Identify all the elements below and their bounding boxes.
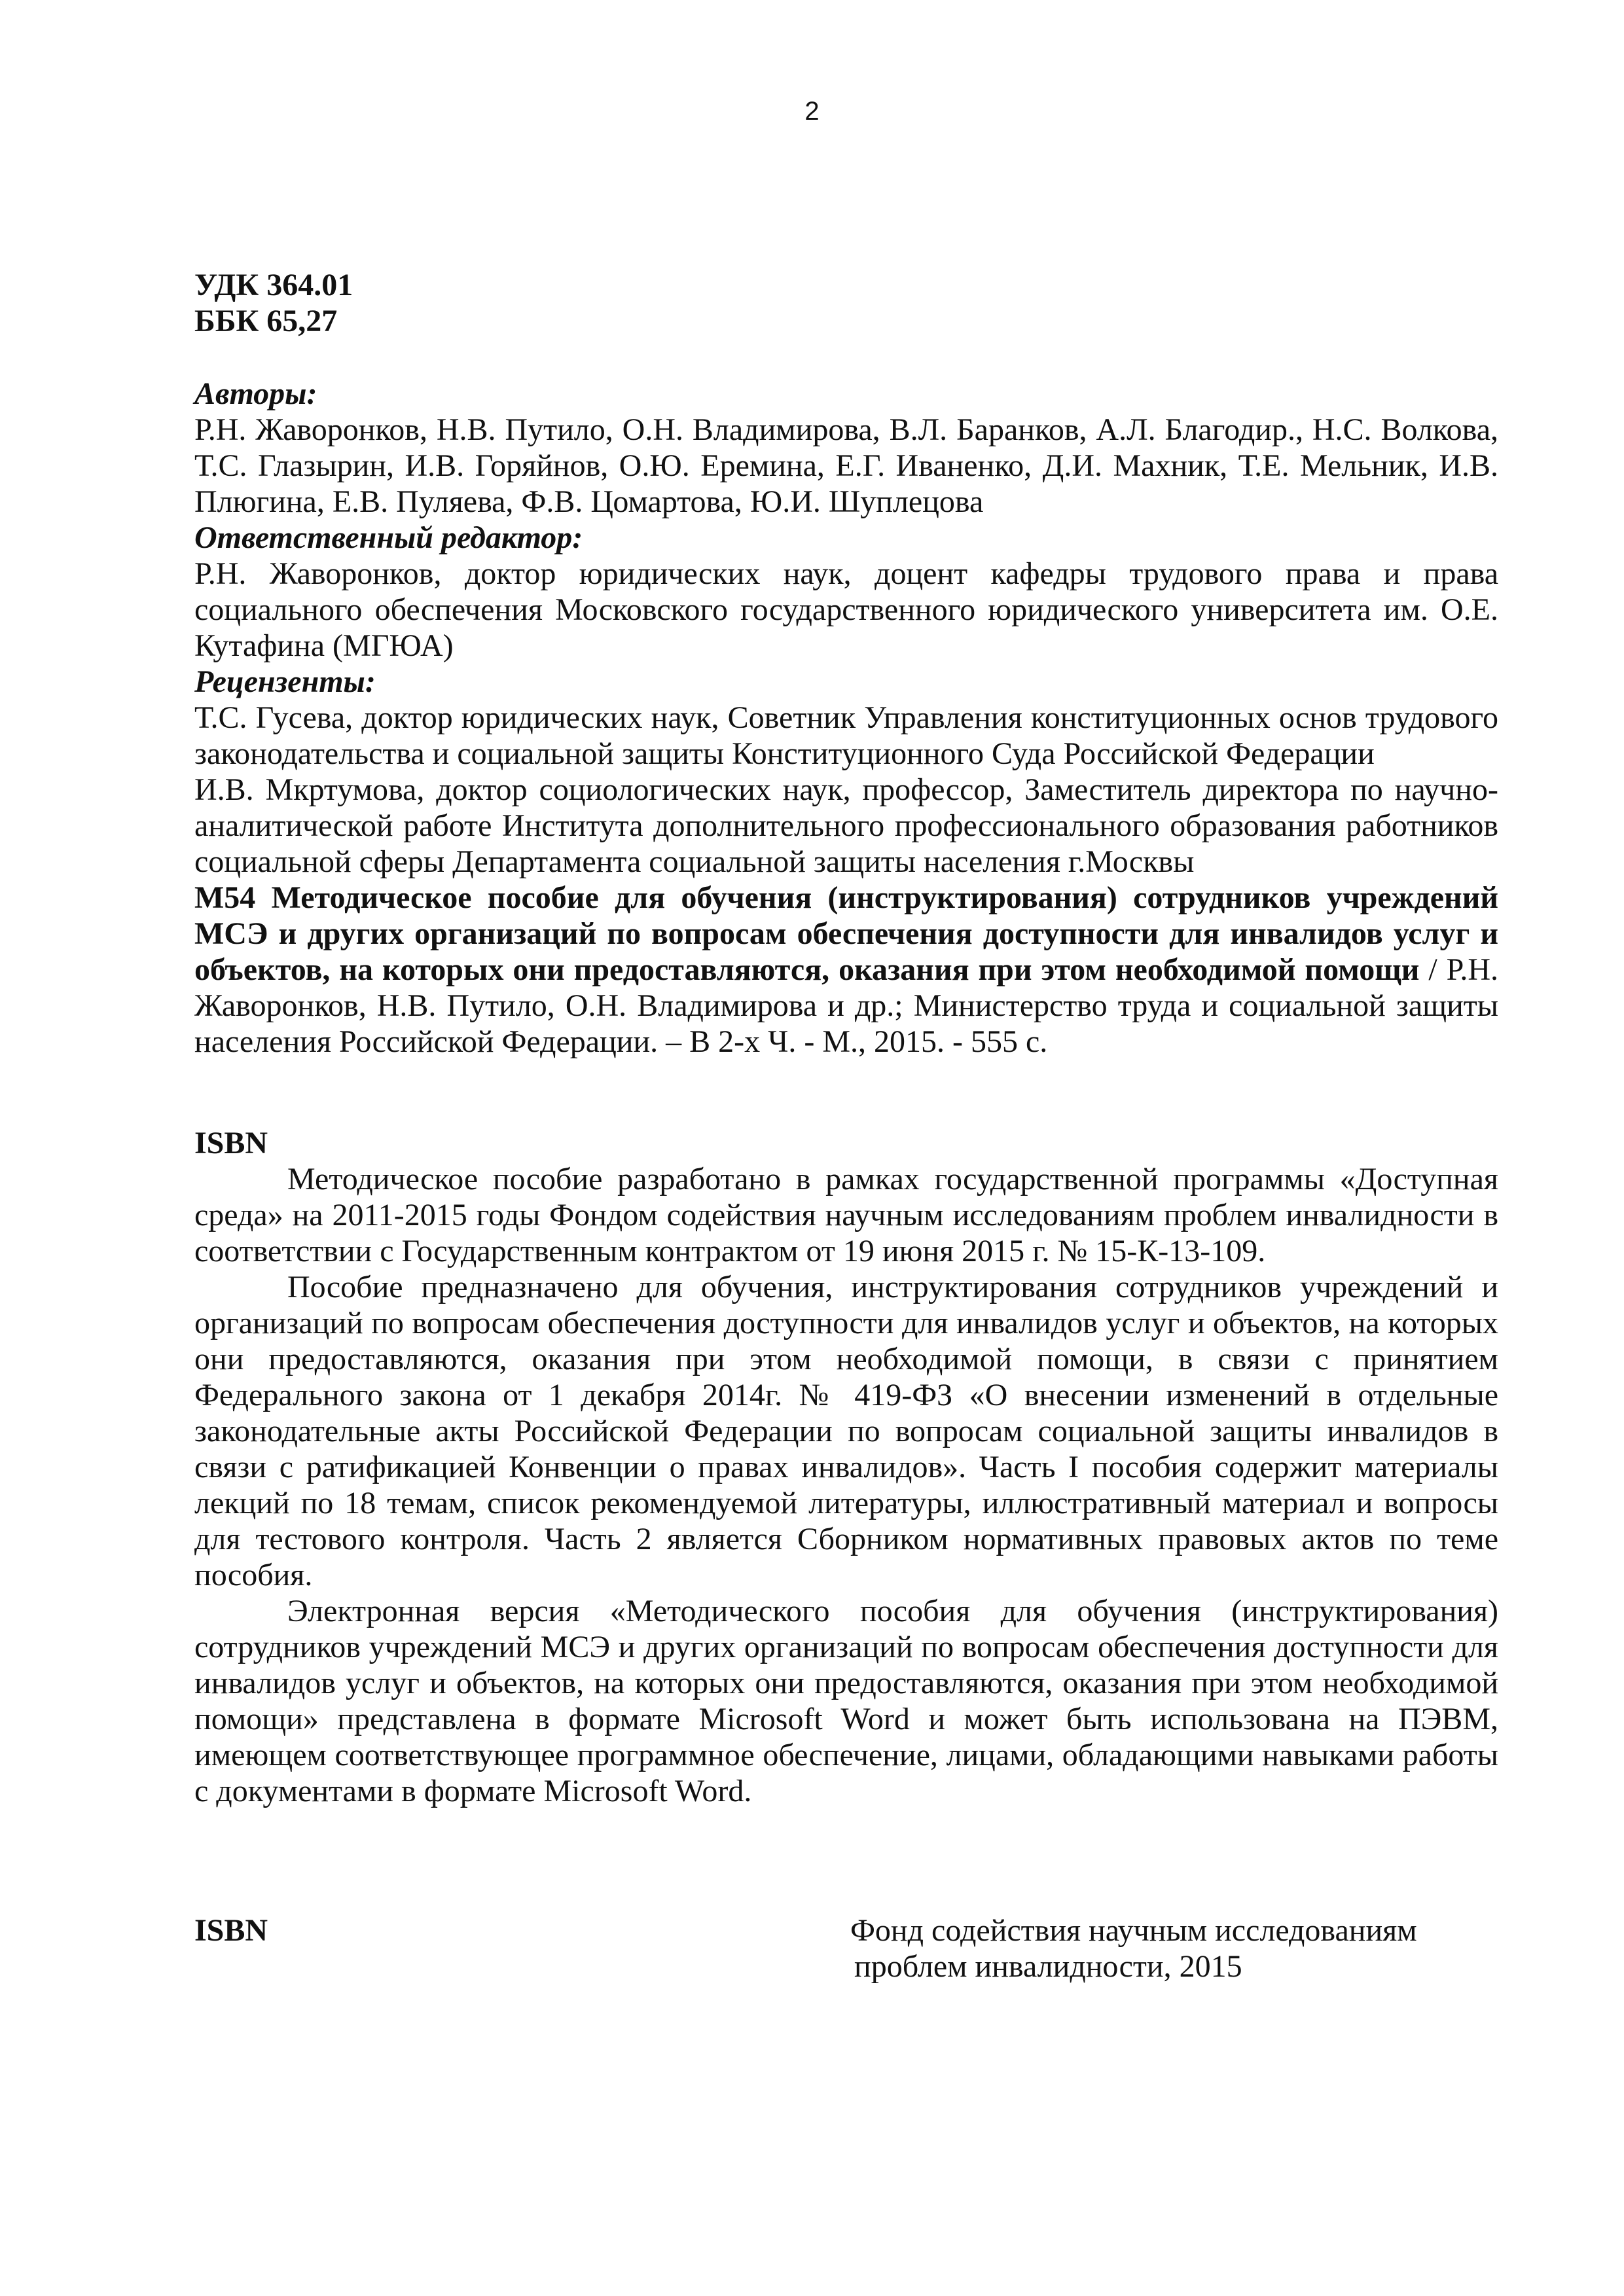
publisher-line: Фонд содействия научным исследованиям (850, 1913, 1417, 1948)
copyright-holder (850, 1912, 1498, 1984)
page-content (194, 267, 1498, 1984)
bbk-code: ББК 65,27 (194, 304, 338, 338)
reviewer-item: Т.С. Гусева, доктор юридических наук, Советник Управления конституционных основ трудового законодательства и социальной защиты Конституционного Суда Российской Федерации (194, 700, 1498, 771)
isbn-label: ISBN (194, 1126, 268, 1160)
copyright-footer (194, 1912, 1498, 1984)
authors-heading: Авторы: (194, 376, 317, 411)
page-number: 2 (804, 97, 820, 126)
footer-isbn-label: ISBN (194, 1913, 268, 1948)
reviewer-item: И.В. Мкртумова, доктор социологических наук, профессор, Заместитель директора по научно-аналитической работе Института дополнительного профессионального образования работников социальной сферы Департамента социальной защиты населения г.Москвы (194, 772, 1498, 879)
publisher-line: проблем инвалидности, 2015 (854, 1949, 1242, 1984)
udk-code: УДК 364.01 (194, 268, 353, 302)
editor-heading: Ответственный редактор: (194, 520, 583, 555)
reviewers-heading: Рецензенты: (194, 664, 376, 699)
body-paragraph: Электронная версия «Методического пособия для обучения (инструктирования) сотрудников учреждений МСЭ и других организаций по вопросам обеспечения доступности для инвалидов услуг и объектов, на которых они предоставляются, оказания при этом необходимой помощи» представлена в формате Microsoft Word и может быть использована на ПЭВМ, имеющем соответствующее программное обеспечение, лицами, обладающими навыками работы с документами в формате Microsoft Word. (194, 1594, 1498, 1808)
citation-title: М54 Методическое пособие для обучения (инструктирования) сотрудников учреждений МСЭ и других организаций по вопросам обеспечения доступности для инвалидов услуг и объектов, на которых они предоставляются, оказания при этом необходимой помощи (194, 880, 1498, 987)
bibliographic-citation (194, 880, 1498, 1060)
body-paragraph: Пособие предназначено для обучения, инструктирования сотрудников учреждений и организаций по вопросам обеспечения доступности для инвалидов услуг и объектов, на которых они предоставляются, оказания при этом необходимой помощи, в связи с принятием Федерального закона от 1 декабря 2014г. № 419-ФЗ «О внесении изменений в отдельные законодательные акты Российской Федерации по вопросам социальной защиты инвалидов в связи с ратификацией Конвенции о правах инвалидов». Часть I пособия содержит материалы лекций по 18 темам, список рекомендуемой литературы, иллюстративный материал и вопросы для тестового контроля. Часть 2 является Сборником нормативных правовых актов по теме пособия. (194, 1270, 1498, 1592)
citation-details: / Р.Н. Жаворонков, Н.В. Путило, О.Н. Владимирова и др.; Министерство труда и социальной защиты населения Российской Федерации. – В 2-х Ч. - М., 2015. - 555 с. (194, 952, 1498, 1059)
editor-info: Р.Н. Жаворонков, доктор юридических наук, доцент кафедры трудового права и права социального обеспечения Московского государственного юридического университета им. О.Е. Кутафина (МГЮА) (194, 556, 1498, 663)
body-paragraph: Методическое пособие разработано в рамках государственной программы «Доступная среда» на 2011-2015 годы Фондом содействия научным исследованиям проблем инвалидности в соответствии с Государственным контрактом от 19 июня 2015 г. № 15-К-13-109. (194, 1162, 1498, 1268)
authors-list: Р.Н. Жаворонков, Н.В. Путило, О.Н. Владимирова, В.Л. Баранков, А.Л. Благодир., Н.С. Волкова, Т.С. Глазырин, И.В. Горяйнов, О.Ю. Еремина, Е.Г. Иваненко, Д.И. Махник, Т.Е. Мельник, И.В. Плюгина, Е.В. Пуляева, Ф.В. Цомартова, Ю.И. Шуплецова (194, 412, 1498, 519)
